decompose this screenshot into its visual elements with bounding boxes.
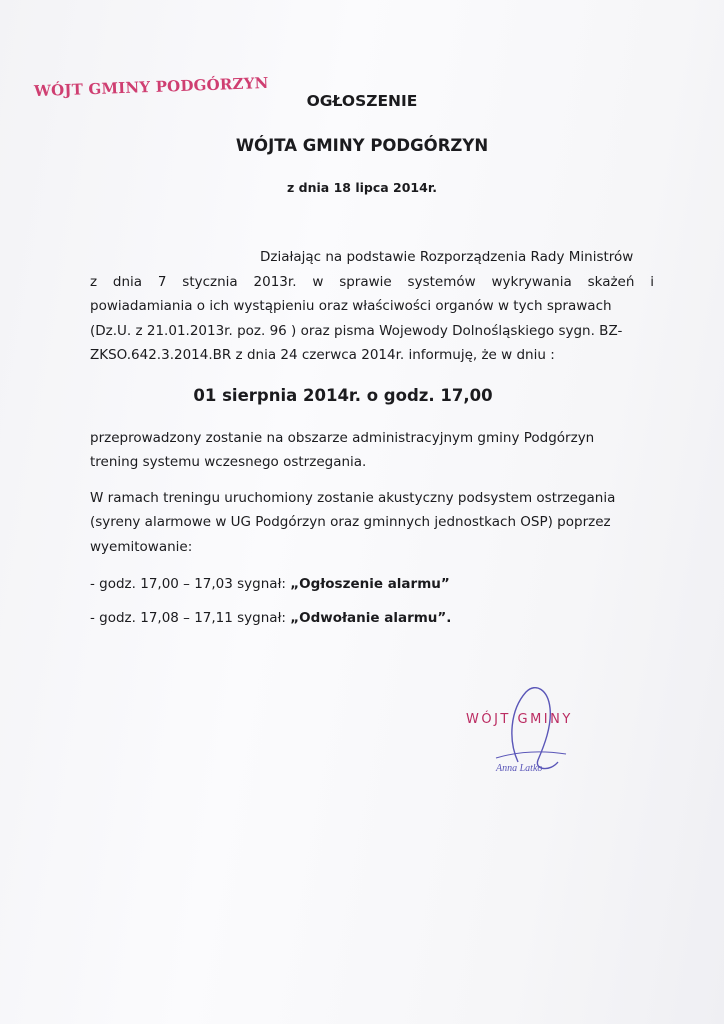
document-date: z dnia 18 lipca 2014r.: [287, 180, 437, 195]
signal-item-1: [90, 576, 450, 592]
paragraph3-line2: (syreny alarmowe w UG Podgórzyn oraz gminnych jednostkach OSP) poprzez: [90, 514, 611, 530]
paragraph1-line5: ZKSO.642.3.2014.BR z dnia 24 czerwca 2014r. informuję, że w dniu :: [90, 347, 555, 363]
document-subtitle: WÓJTA GMINY PODGÓRZYN: [235, 136, 489, 155]
signal-time: - godz. 17,08 – 17,11 sygnał:: [90, 610, 291, 626]
signal-time: - godz. 17,00 – 17,03 sygnał:: [90, 576, 291, 592]
signature-name: Anna Latko: [496, 763, 543, 774]
signal-name: „Ogłoszenie alarmu”: [290, 576, 450, 592]
paragraph2-line1: przeprowadzony zostanie na obszarze administracyjnym gminy Podgórzyn: [90, 430, 595, 446]
handwritten-signature: [488, 680, 588, 780]
signal-name: „Odwołanie alarmu”.: [290, 610, 452, 626]
document-title: OGŁOSZENIE: [306, 92, 418, 110]
paragraph1-line1: Działając na podstawie Rozporządzenia Rady Ministrów: [260, 249, 634, 265]
signal-item-2: [90, 610, 451, 626]
official-stamp: WÓJT GMINY PODGÓRZYN: [33, 73, 269, 101]
paragraph2-line2: trening systemu wczesnego ostrzegania.: [90, 454, 367, 470]
signature-title: WÓJT GMINY: [466, 712, 573, 727]
event-date-time: 01 sierpnia 2014r. o godz. 17,00: [193, 386, 493, 405]
paragraph1-line4: (Dz.U. z 21.01.2013r. poz. 96 ) oraz pisma Wojewody Dolnośląskiego sygn. BZ-: [90, 323, 623, 339]
paragraph1-line2: z dnia 7 stycznia 2013r. w sprawie systemów wykrywania skażeń i: [90, 274, 654, 290]
paragraph1-line3: powiadamiania o ich wystąpieniu oraz właściwości organów w tych sprawach: [90, 298, 612, 314]
paragraph3-line1: W ramach treningu uruchomiony zostanie akustyczny podsystem ostrzegania: [90, 490, 616, 506]
paragraph3-line3: wyemitowanie:: [90, 539, 193, 555]
